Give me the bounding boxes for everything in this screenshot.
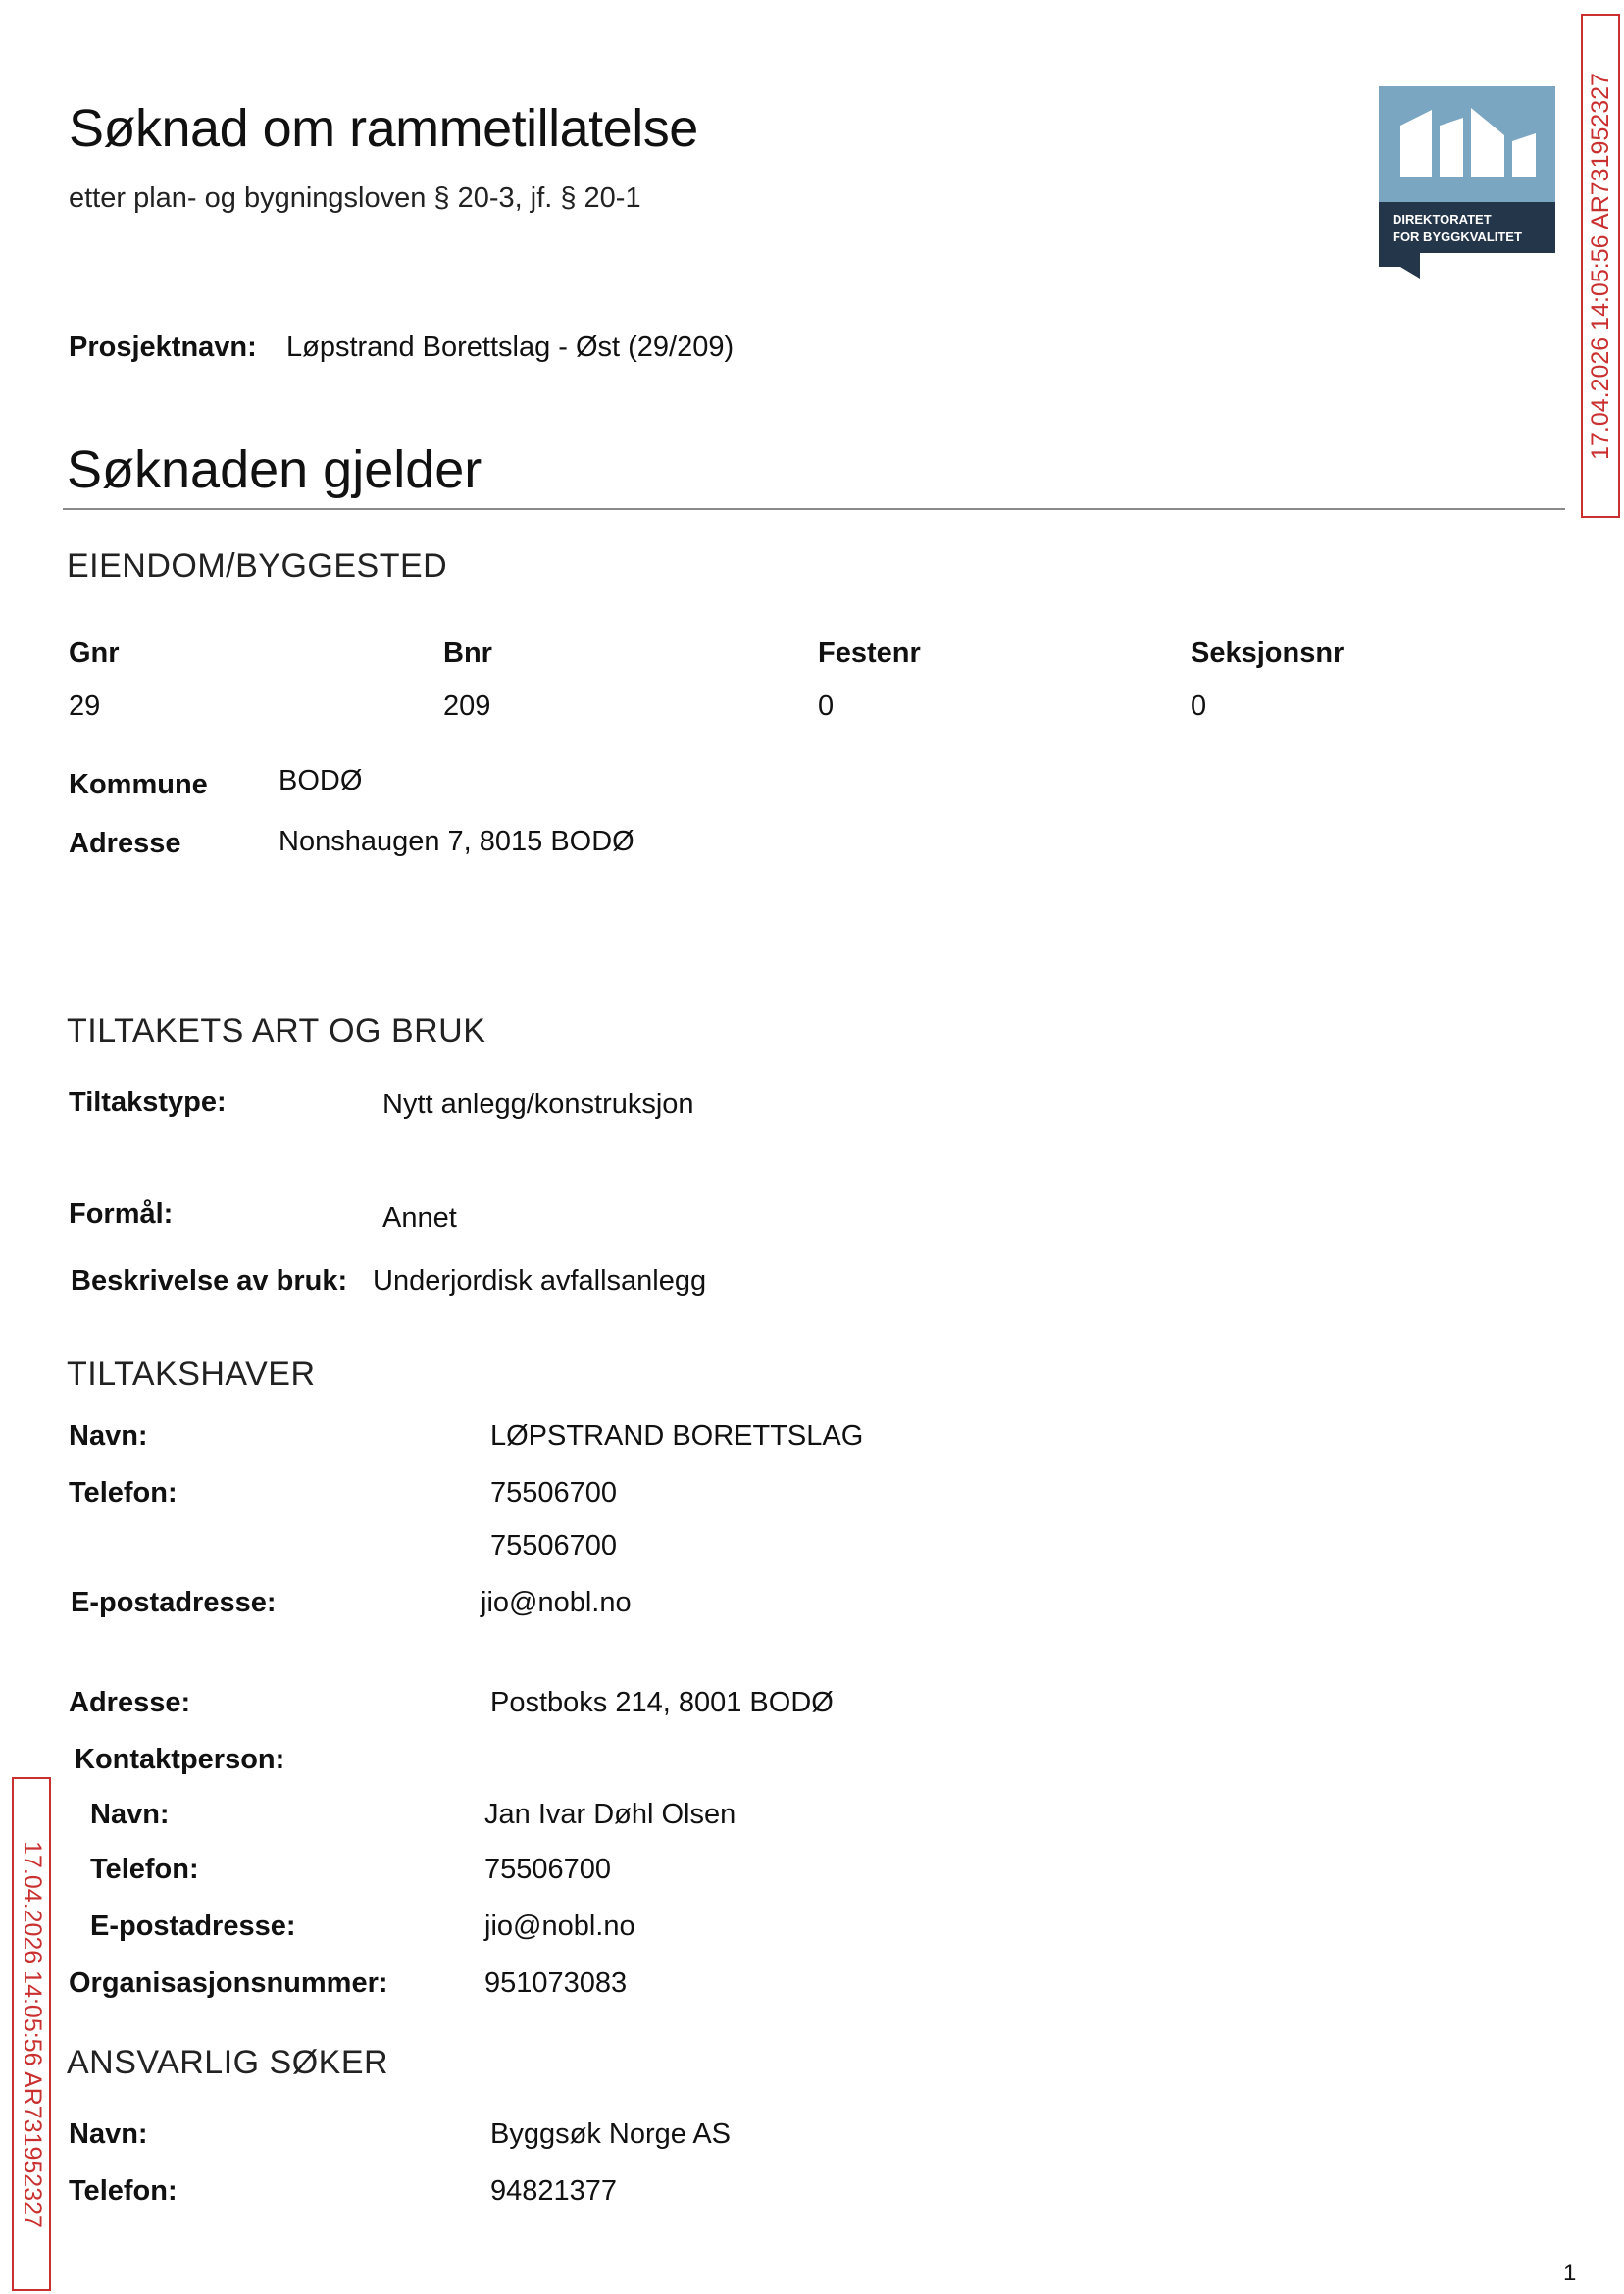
kontakt-navn-label: Navn:: [90, 1799, 170, 1830]
kontakt-epost-value: jio@nobl.no: [484, 1911, 635, 1942]
stamp-text: 17.04.2026 14:05:56 AR731952327: [18, 1840, 46, 2228]
seksjonsnr-value: 0: [1191, 690, 1207, 722]
logo-line-2: FOR BYGGKVALITET: [1393, 229, 1522, 244]
page-number: 1: [1563, 2260, 1577, 2286]
ansvarlig-heading: ANSVARLIG SØKER: [67, 2044, 389, 2081]
stamp-text: 17.04.2026 14:05:56 AR731952327: [1586, 72, 1614, 460]
page-title: Søknad om rammetillatelse: [69, 99, 698, 158]
kontaktperson-label: Kontaktperson:: [75, 1744, 285, 1775]
ansvarlig-navn-label: Navn:: [69, 2118, 148, 2150]
bnr-value: 209: [443, 690, 491, 722]
kommune-value: BODØ: [279, 765, 363, 796]
tiltakshaver-epost-value: jio@nobl.no: [481, 1587, 632, 1618]
org-label: Organisasjonsnummer:: [69, 1967, 388, 1999]
festenr-value: 0: [818, 690, 835, 722]
tiltakshaver-epost-label: E-postadresse:: [71, 1587, 277, 1618]
gnr-label: Gnr: [69, 637, 120, 669]
seksjonsnr-label: Seksjonsnr: [1191, 637, 1345, 669]
adresse-label: Adresse: [69, 828, 181, 859]
tiltakshaver-adresse-value: Postboks 214, 8001 BODØ: [490, 1687, 834, 1718]
project-value: Løpstrand Borettslag - Øst (29/209): [286, 331, 735, 363]
tiltakshaver-navn-label: Navn:: [69, 1420, 148, 1452]
kommune-label: Kommune: [69, 769, 208, 800]
kontakt-epost-label: E-postadresse:: [90, 1911, 296, 1942]
tiltakshaver-telefon-label: Telefon:: [69, 1477, 178, 1508]
tiltakshaver-heading: TILTAKSHAVER: [67, 1355, 316, 1393]
ansvarlig-navn-value: Byggsøk Norge AS: [490, 2118, 731, 2150]
tiltak-heading: TILTAKETS ART OG BRUK: [67, 1012, 486, 1049]
adresse-value: Nonshaugen 7, 8015 BODØ: [279, 826, 634, 857]
tiltakshaver-telefon-value-1: 75506700: [490, 1477, 618, 1508]
bruk-value: Underjordisk avfallsanlegg: [373, 1265, 707, 1297]
formal-value: Annet: [382, 1202, 457, 1234]
page-subtitle: etter plan- og bygningsloven § 20-3, jf. § 20-1: [69, 182, 641, 214]
receipt-stamp-left: [12, 1777, 51, 2291]
festenr-label: Festenr: [818, 637, 921, 669]
tiltakstype-label: Tiltakstype:: [69, 1087, 227, 1118]
receipt-stamp-right: [1581, 14, 1620, 518]
dibk-logo-graphic: [1379, 86, 1555, 279]
tiltakstype-value: Nytt anlegg/konstruksjon: [382, 1089, 694, 1120]
dibk-logo: [1379, 86, 1555, 279]
ansvarlig-telefon-value: 94821377: [490, 2175, 618, 2207]
tiltakshaver-telefon-value-2: 75506700: [490, 1530, 618, 1561]
tiltakshaver-navn-value: LØPSTRAND BORETTSLAG: [490, 1420, 864, 1452]
tiltakshaver-adresse-label: Adresse:: [69, 1687, 191, 1718]
kontakt-telefon-label: Telefon:: [90, 1854, 199, 1885]
bruk-label: Beskrivelse av bruk:: [71, 1265, 348, 1297]
project-label: Prosjektnavn:: [69, 331, 257, 363]
bnr-label: Bnr: [443, 637, 492, 669]
kontakt-navn-value: Jan Ivar Døhl Olsen: [484, 1799, 736, 1830]
section-title: Søknaden gjelder: [67, 440, 482, 499]
gnr-value: 29: [69, 690, 101, 722]
section-divider: [63, 508, 1565, 510]
formal-label: Formål:: [69, 1198, 174, 1230]
eiendom-heading: EIENDOM/BYGGESTED: [67, 547, 448, 585]
org-value: 951073083: [484, 1967, 628, 1999]
ansvarlig-telefon-label: Telefon:: [69, 2175, 178, 2207]
logo-line-1: DIREKTORATET: [1393, 212, 1492, 227]
kontakt-telefon-value: 75506700: [484, 1854, 612, 1885]
